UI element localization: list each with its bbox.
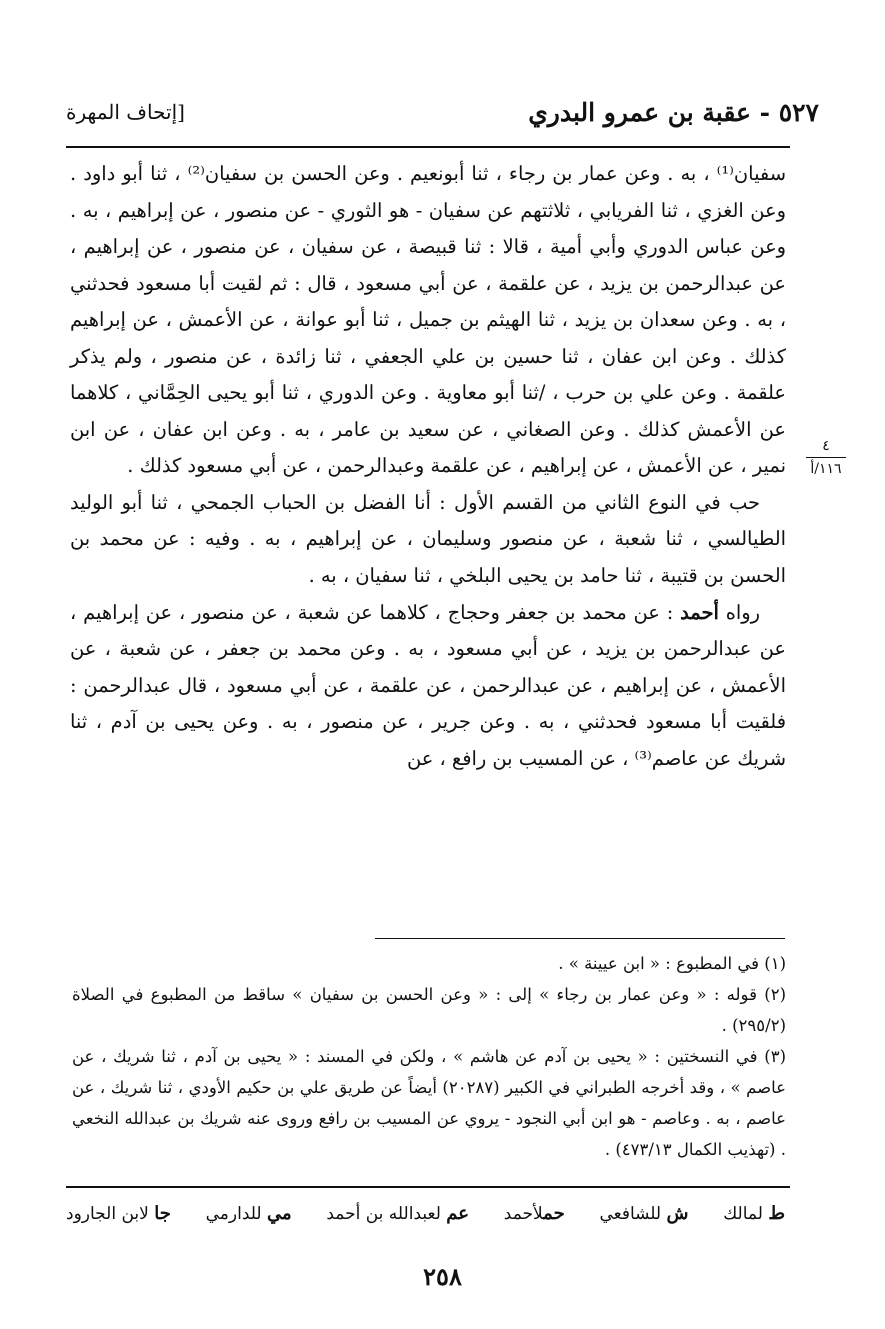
siglum-code: جا (154, 1202, 171, 1224)
key-rule (66, 1186, 790, 1188)
siglum-code: مي (266, 1202, 292, 1224)
book-name: [إتحاف المهرة (66, 100, 185, 124)
siglum (326, 1203, 469, 1224)
paragraph-3-lead: رواه (718, 600, 760, 624)
page-number: ٢٥٨ (423, 1262, 462, 1291)
siglum (504, 1203, 565, 1224)
footnote-2: (٢) قوله : « وعن عمار بن رجاء » إلى : « وعن الحسن بن سفيان » ساقط من المطبوع في الصلاة (٢٩٥/٢) . (72, 985, 786, 1035)
siglum (206, 1203, 292, 1224)
siglum-code: حم (543, 1202, 565, 1224)
paragraph-2: حب في النوع الثاني من القسم الأول : أنا الفضل بن الحباب الجمحي ، ثنا أبو الوليد الطيالسي ، ثنا شعبة ، عن منصور وسليمان ، عن إبراهيم ، به . وفيه : عن محمد بن الحسن بن قتيبة ، ثنا حامد بن يحيى البلخي ، ثنا سفيان ، به . (70, 490, 786, 588)
siglum-code: ش (666, 1202, 689, 1224)
main-text (70, 156, 786, 777)
running-head (66, 92, 819, 132)
siglum (723, 1203, 785, 1224)
margin-folio: ١١٦/أ (810, 461, 842, 477)
siglum-label: لعبدالله بن أحمد (326, 1203, 447, 1224)
sigla-key (66, 1196, 785, 1230)
footnote-rule (375, 938, 785, 939)
footnote-3: (٣) في النسختين : « يحيى بن آدم عن هاشم » ، ولكن في المسند : « يحيى بن آدم ، ثنا شريك ، عن عاصم » ، وقد أخرجه الطبراني في الكبير (٢٠٢٨٧) أيضاً عن طريق علي بن حكيم الأودي ، ثنا شريك ، عن عاصم ، به . وعاصم - هو ابن أبي النجود - يروي عن المسيب بن رافع وروى عنه شريك بن عبدالله النخعي . (تهذيب الكمال ٤٧٣/١٣) . (72, 1047, 787, 1159)
header-rule (66, 146, 790, 148)
paragraph-1: سفيان⁽¹⁾ ، به . وعن عمار بن رجاء ، ثنا أبونعيم . وعن الحسن بن سفيان⁽²⁾ ، ثنا أبو داود . وعن الغزي ، ثنا الفريابي ، ثلاثتهم عن سفيان - هو الثوري - عن منصور ، عن إبراهيم ، به . وعن عباس الدوري وأبي أمية ، قالا : ثنا قبيصة ، عن سفيان ، عن منصور ، عن إبراهيم ، عن عبدالرحمن بن يزيد ، عن علقمة ، عن أبي مسعود ، قال : ثم لقيت أبا مسعود فحدثني ، به . وعن سعدان بن يزيد ، ثنا الهيثم بن جميل ، ثنا أبو عوانة ، عن الأعمش ، عن إبراهيم كذلك . وعن ابن عفان ، ثنا حسين بن علي الجعفي ، ثنا زائدة ، عن منصور ، ولم يذكر علقمة . وعن علي بن حرب ، /ثنا أبو معاوية . وعن الدوري ، ثنا أبو يحيى الحِمَّاني ، كلاهما عن الأعمش كذلك . وعن الصغاني ، عن سعيد بن عامر ، به . وعن ابن عفان ، عن ابن نمير ، عن الأعمش ، عن إبراهيم ، عن علقمة وعبدالرحمن ، عن أبي مسعود كذلك . (70, 162, 786, 478)
siglum (599, 1203, 688, 1224)
paragraph-3 (70, 595, 786, 778)
margin-fraction-bar (806, 457, 846, 458)
margin-number: ٤ (822, 438, 830, 454)
siglum-code: ط (768, 1202, 785, 1224)
margin-reference (806, 437, 846, 477)
siglum-label: للدارمي (205, 1203, 267, 1224)
footnote-1: (١) في المطبوع : « ابن عيينة » . (558, 954, 786, 973)
narrator-name: أحمد (680, 600, 719, 624)
siglum-label: للشافعي (599, 1203, 667, 1224)
footnotes (72, 948, 786, 1165)
paragraph-3-text: : عن محمد بن جعفر وحجاج ، كلاهما عن شعبة ، عن منصور ، عن إبراهيم ، عن عبدالرحمن بن يزيد ، عن أبي مسعود ، به . وعن محمد بن جعفر ، عن شعبة ، عن الأعمش ، عن إبراهيم ، عن عبدالرحمن ، عن علقمة ، عن أبي مسعود ، قال عبدالرحمن : فلقيت أبا مسعود فحدثني ، به . وعن جرير ، عن منصور ، به . وعن يحيى بن آدم ، ثنا شريك عن عاصم⁽³⁾ ، عن المسيب بن رافع ، عن (70, 600, 786, 770)
siglum (66, 1203, 171, 1224)
siglum-label: لابن الجارود (66, 1203, 155, 1224)
entry-title: ٥٢٧ - عقبة بن عمرو البدري (528, 97, 819, 127)
siglum-label: لمالك (723, 1203, 769, 1224)
siglum-label: لأحمد (503, 1203, 544, 1224)
siglum-code: عم (446, 1202, 470, 1224)
